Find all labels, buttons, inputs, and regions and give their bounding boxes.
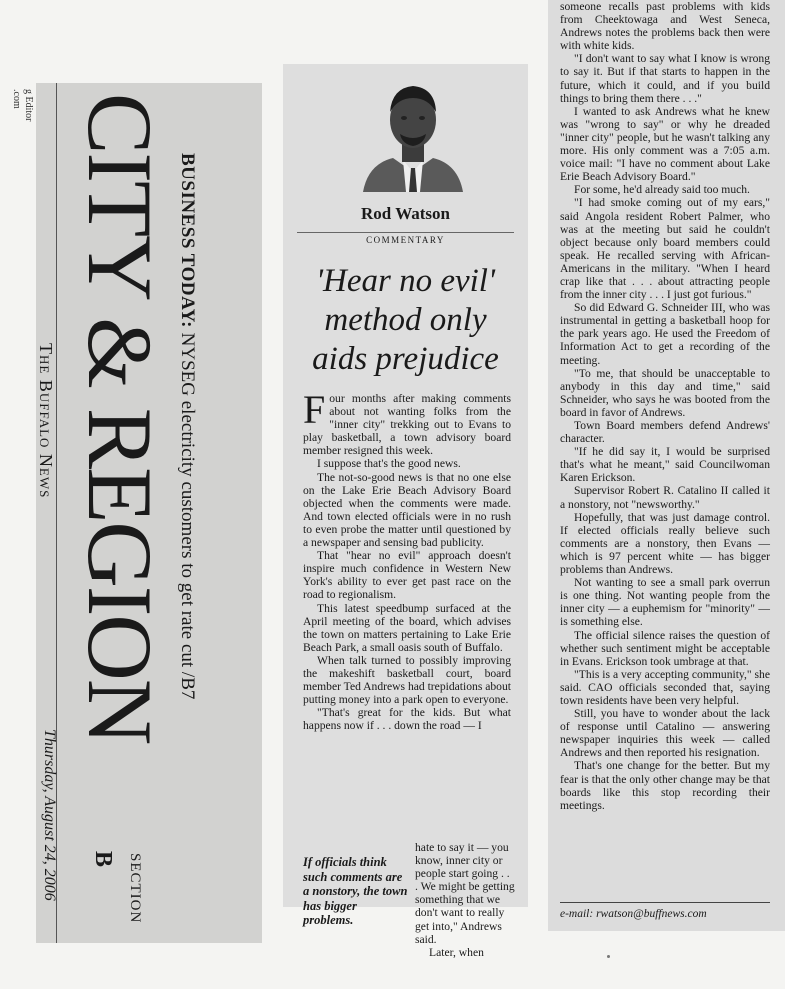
paragraph: I wanted to ask Andrews what he knew was "wrong to say" or why he dreaded "inner city" people, but he wasn't talking any more. His only comment was a 7:05 a.m. voice mail: "I have no comment about Lake Erie Beach Advisory Board." [560,104,770,184]
paragraph: "To me, that should be unacceptable to anybody in this day and time," said Schneider, who says he was booted from the board in favor of Andrews. [560,366,770,419]
pull-quote: If officials think such comments are a nonstory, the town has bigger problems. [303,855,408,928]
kicker-rule [297,232,514,233]
business-prefix: BUSINESS TODAY: [177,153,198,328]
paragraph: "If he did say it, I would be surprised that's what he meant," said Councilwoman Karen Erickson. [560,445,770,485]
paragraph: When talk turned to possibly improving the makeshift basketball court, board member Ted Andrews had trepidations about putting money into a park open to everyone. [303,653,511,707]
paragraph: This latest speedbump surfaced at the April meeting of the board, which advises the town on matters pertaining to Lake Erie Beach Park, a small oasis south of Buffalo. [303,601,511,654]
paragraph: "That's great for the kids. But what happens now if . . . down the road — I [303,706,511,733]
byline: Rod Watson [361,204,450,223]
columnist-photo [358,72,468,192]
paragraph: The official silence raises the question of whether such sentiment might be acceptable in Evans. Erickson took umbrage at that. [560,628,770,668]
article-column-1-wrap [415,841,515,959]
article-column-1 [303,387,511,733]
email-rule [560,902,770,903]
lead-paragraph [303,387,511,458]
paragraph: That "hear no evil" approach doesn't inspire much confidence in Western New York's ability to ever get past race on the road to regionalism. [303,549,511,602]
paragraph: someone recalls past problems with kids from Cheektowaga and West Seneca, Andrews notes the problems back then were with white kids. [560,0,770,53]
paragraph: I suppose that's the good news. [317,457,461,471]
paragraph: "This is a very accepting community," she said. CAO officials seconded that, saying town residents have been very helpful. [560,667,770,707]
business-teaser [176,153,198,699]
column-clipping-left [283,64,528,959]
column-clipping-right [548,0,785,931]
paragraph: Town Board members defend Andrews' character. [560,419,770,446]
paper-speck [607,955,610,958]
section-label: SECTION [127,853,143,924]
article-column-2 [560,0,770,812]
paragraph: Hopefully, that was just damage control. If elected officials really believe such comments are a nonstory, then Evans — which is 97 percent white — has bigger problems than Andrews. [560,510,770,577]
paragraph: Later, when [429,945,484,959]
author-email: e-mail: rwatson@buffnews.com [560,908,707,920]
section-letter: B [90,851,116,868]
paragraph: For some, he'd already said too much. [574,183,750,197]
lead-text: our months after making comments about not wanting folks from the "inner city" trekking out to Evans to play basketball, a town advisory board member resigned this week. [303,392,511,458]
paragraph: Supervisor Robert R. Catalino II called it a nonstory, not "newsworthy." [560,484,770,511]
drop-cap: F [303,387,326,432]
paragraph: "I had smoke coming out of my ears," said Angola resident Robert Palmer, who was at the meeting but said he couldn't object because only board members could speak. He recalled serving with African-Americans in the military. "When I heard crap like that . . . about attracting people from the inner city . . . I just got furious." [560,196,770,302]
paragraph: "I don't want to say what I know is wrong to say it. But if that starts to happen in the future, which it could, and if you build things to bring them there . . ." [560,52,770,105]
paragraph: Not wanting to see a small park overrun is one thing. Not wanting people from the inner city — a euphemism for "minority" — is something else. [560,576,770,629]
section-title: CITY & REGION [69,93,171,744]
business-text: NYSEG electricity customers to get rate cut /B7 [177,332,198,700]
paragraph-continued: hate to say it — you know, inner city or people start going . . . We might be getting something that we don't want to really get into," Andrews said. [415,841,515,946]
edge-text-2: .com [11,89,22,109]
kicker: COMMENTARY [366,235,445,245]
headline: 'Hear no evil' method only aids prejudice [312,263,499,377]
dateline: Thursday, August 24, 2006 [41,729,58,901]
paragraph: That's one change for the better. But my fear is that the only other change may be that boards like this stop recording their meetings. [560,759,770,812]
edge-text: g Editor [23,89,34,122]
torn-edge [0,83,36,943]
paragraph: Still, you have to wonder about the lack of response until Catalino — answering newspaper inquiries this week — called Andrews and then reported his resignation. [560,707,770,760]
paragraph: So did Edward G. Schneider III, who was instrumental in getting a basketball hoop for the park years ago. He used the Freedom of Information Act to get a recording of the meeting. [560,301,770,367]
paragraph: The not-so-good news is that no one else on the Lake Erie Beach Advisory Board objected when the comments were made. And town elected officials were in no rush to even probe the matter until questioned by a newspaper and sensing bad publicity. [303,470,511,550]
masthead-clipping [0,83,262,943]
paper-name: The Buffalo News [36,343,56,499]
